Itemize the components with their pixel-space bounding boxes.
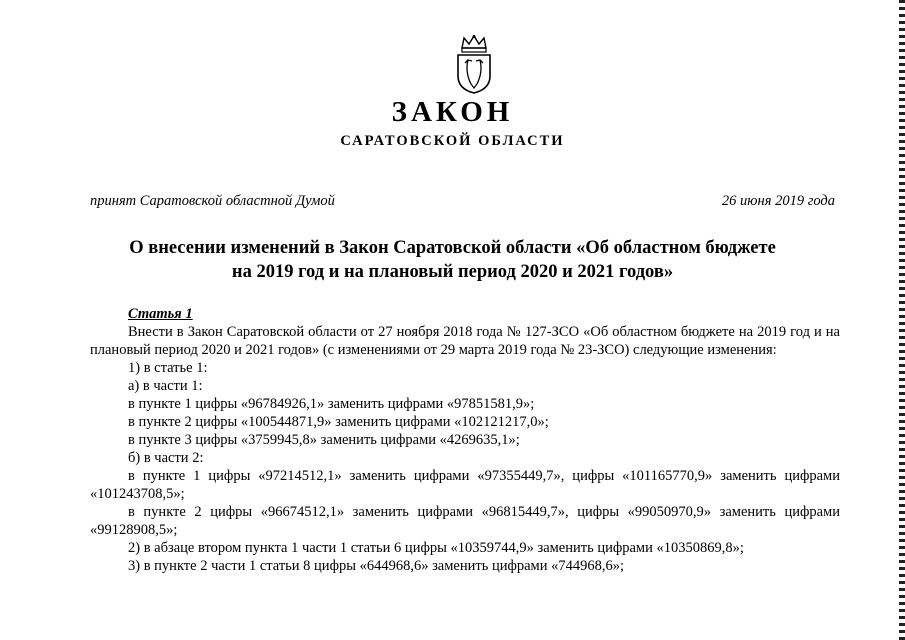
list-item: в пункте 2 цифры «100544871,9» заменить цифрами «102121217,0»; xyxy=(128,414,549,430)
coat-of-arms-graphic xyxy=(452,34,496,94)
list-item: в пункте 1 цифры «97214512,1» заменить цифрами «97355449,7», цифры «101165770,9» заменить цифрами «101243708,5»; xyxy=(90,468,840,502)
law-title: ЗАКОН xyxy=(391,96,514,128)
document-title xyxy=(60,236,845,284)
list-item: в пункте 2 цифры «96674512,1» заменить цифрами «96815449,7», цифры «99050970,9» заменить цифрами «99128908,5»; xyxy=(90,504,840,538)
scan-edge-border xyxy=(899,0,905,640)
list-item: 2) в абзаце втором пункта 1 части 1 статьи 6 цифры «10359744,9» заменить цифрами «10350869,8»; xyxy=(128,540,744,556)
list-item: в пункте 1 цифры «96784926,1» заменить цифрами «97851581,9»; xyxy=(128,396,535,412)
list-item: в пункте 3 цифры «3759945,8» заменить цифрами «4269635,1»; xyxy=(128,432,520,448)
list-item: 3) в пункте 2 части 1 статьи 8 цифры «644968,6» заменить цифрами «744968,6»; xyxy=(128,558,625,574)
list-item: а) в части 1: xyxy=(128,378,203,394)
list-item: 1) в статье 1: xyxy=(128,360,208,376)
law-subtitle: САРАТОВСКОЙ ОБЛАСТИ xyxy=(340,133,565,149)
article-intro: Внести в Закон Саратовской области от 27 ноября 2018 года № 127-ЗСО «Об областном бюджете на 2019 год и на плановый период 2020 и 2021 годов» (с изменениями от 29 марта 2019 года № 23-ЗСО) следующие изменения: xyxy=(90,324,840,358)
document-title-line-2: на 2019 год и на плановый период 2020 и 2021 годов» xyxy=(231,262,674,282)
adoption-date: 26 июня 2019 года xyxy=(721,193,835,209)
list-item: б) в части 2: xyxy=(128,450,204,466)
coat-of-arms-icon xyxy=(452,34,496,94)
document-title-line-1: О внесении изменений в Закон Саратовской области «Об областном бюджете xyxy=(129,238,776,258)
article-1 xyxy=(90,305,840,575)
adopted-by: принят Саратовской областной Думой xyxy=(90,193,335,209)
article-heading: Статья 1 xyxy=(128,306,193,322)
